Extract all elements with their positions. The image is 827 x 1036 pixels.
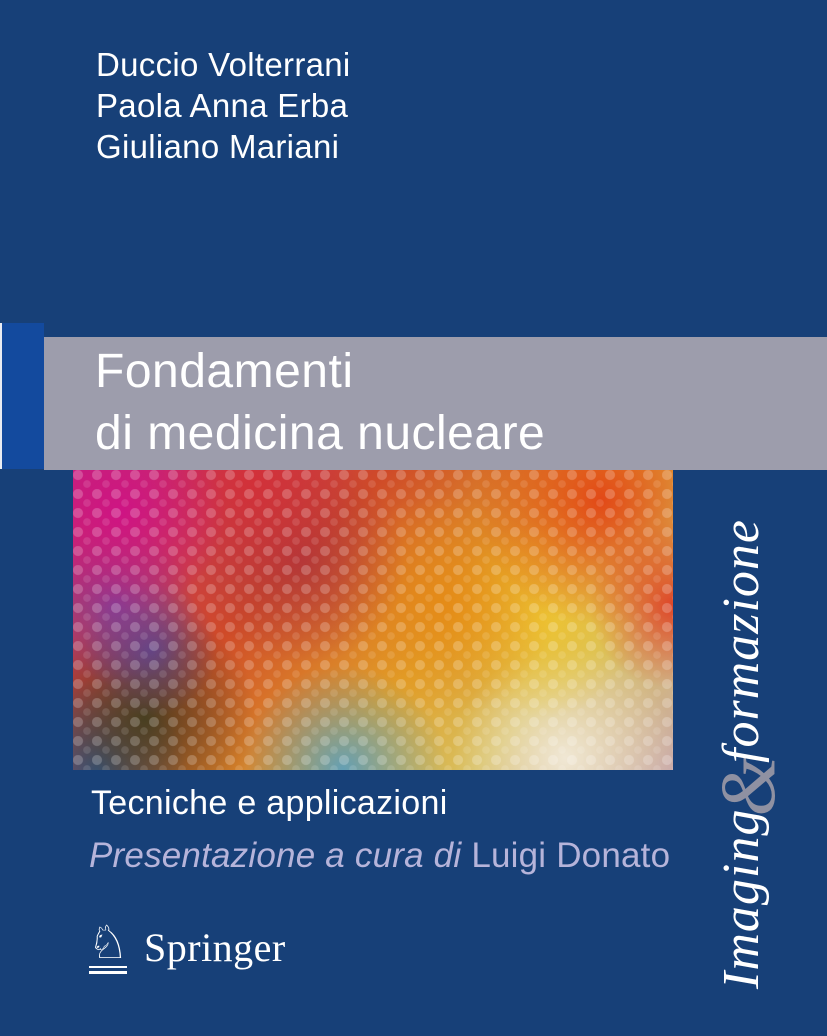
series-title-text [703, 519, 793, 989]
cover-artwork-image [73, 470, 673, 770]
series-title-vertical [698, 494, 798, 1014]
author-name: Duccio Volterrani [96, 46, 351, 83]
book-title-line2: di medicina nucleare [95, 407, 546, 460]
springer-horse-icon [84, 915, 132, 974]
presentation-editor-name: Luigi Donato [471, 836, 671, 875]
presentation-credit [89, 836, 670, 876]
author-name: Giuliano Mariani [96, 128, 340, 165]
publisher-logo [84, 915, 286, 974]
book-title [44, 337, 827, 465]
presentation-prefix: Presentazione a cura di [89, 836, 462, 875]
series-ampersand: & [704, 755, 791, 817]
author-name: Paola Anna Erba [96, 87, 349, 124]
author-list [96, 44, 351, 167]
series-word-formazione: formazione [713, 519, 770, 763]
horse-glyph: ♘ [87, 915, 129, 969]
book-title-line1: Fondamenti [95, 345, 354, 398]
publisher-name: Springer [144, 925, 286, 970]
series-word-imaging: Imaging [713, 808, 770, 989]
book-subtitle: Tecniche e applicazioni [91, 784, 448, 822]
left-accent-stripe [0, 323, 44, 469]
horse-base-lines [89, 966, 127, 974]
title-band [44, 337, 827, 470]
